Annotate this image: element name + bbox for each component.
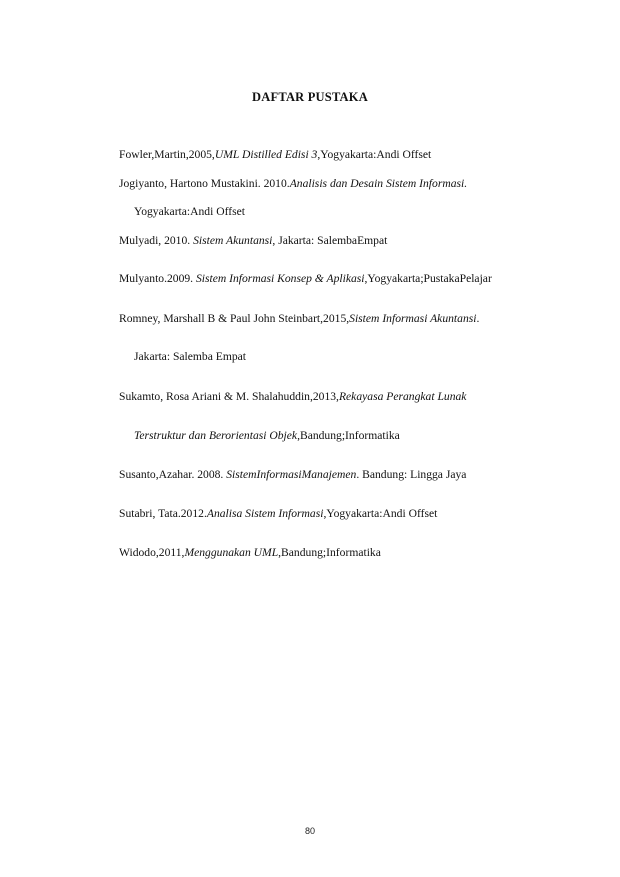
reference-romney-continued — [134, 350, 246, 364]
ref-text: Jakarta: Salemba Empat — [134, 350, 247, 363]
ref-text: Sukamto, Rosa Ariani & M. Shalahuddin,2013, — [119, 390, 339, 403]
ref-title-italic: Analisis dan Desain Sistem Informasi. — [289, 177, 468, 190]
ref-text: Romney, Marshall B & Paul John Steinbart,2015, — [119, 312, 350, 325]
ref-title-italic: Analisa Sistem Informasi — [206, 507, 324, 520]
reference-jogiyanto-continued — [134, 205, 245, 219]
ref-text: Susanto,Azahar. 2008. — [119, 468, 227, 481]
ref-text: Yogyakarta:Andi Offset — [134, 205, 245, 218]
ref-title-italic: Terstruktur dan Berorientasi Objek — [134, 429, 298, 442]
reference-fowler — [119, 148, 431, 162]
ref-title-italic: Sistem Informasi Akuntansi — [349, 312, 477, 325]
reference-mulyadi — [119, 234, 387, 248]
reference-susanto — [119, 468, 466, 482]
reference-mulyanto — [119, 272, 492, 286]
page-number: 80 — [304, 826, 315, 836]
ref-text: ,Yogyakarta:Andi Offset — [317, 148, 432, 161]
ref-text: Widodo,2011, — [119, 546, 185, 559]
ref-text: ,Bandung;Informatika — [278, 546, 381, 559]
ref-title-italic: Sistem Informasi Konsep & Aplikasi — [195, 272, 365, 285]
ref-title-italic: UML Distilled Edisi 3 — [214, 148, 318, 161]
ref-text: ,Bandung;Informatika — [297, 429, 400, 442]
page-title: DAFTAR PUSTAKA — [252, 90, 368, 104]
ref-text: ,Yogyakarta;PustakaPelajar — [364, 272, 492, 285]
ref-title-italic: Rekayasa Perangkat Lunak — [338, 390, 467, 403]
ref-text: . Bandung: Lingga Jaya — [356, 468, 467, 481]
reference-romney — [119, 312, 479, 326]
ref-title-italic: Sistem Akuntansi — [193, 234, 273, 247]
ref-text: . — [476, 312, 480, 325]
ref-title-italic: Menggunakan UML — [184, 546, 279, 559]
ref-text: ,Yogyakarta:Andi Offset — [323, 507, 438, 520]
ref-text: , Jakarta: SalembaEmpat — [272, 234, 388, 247]
ref-text: Mulyanto.2009. — [119, 272, 196, 285]
ref-text: Mulyadi, 2010. — [119, 234, 194, 247]
ref-title-italic: SistemInformasiManajemen — [226, 468, 357, 481]
ref-text: Jogiyanto, Hartono Mustakini. 2010. — [119, 177, 290, 190]
ref-text: Sutabri, Tata.2012. — [119, 507, 207, 520]
reference-sutabri — [119, 507, 437, 521]
reference-jogiyanto — [119, 177, 467, 191]
ref-text: Fowler,Martin,2005, — [119, 148, 215, 161]
reference-sukamto-continued — [134, 429, 400, 443]
reference-sukamto — [119, 390, 466, 404]
reference-widodo — [119, 546, 381, 560]
